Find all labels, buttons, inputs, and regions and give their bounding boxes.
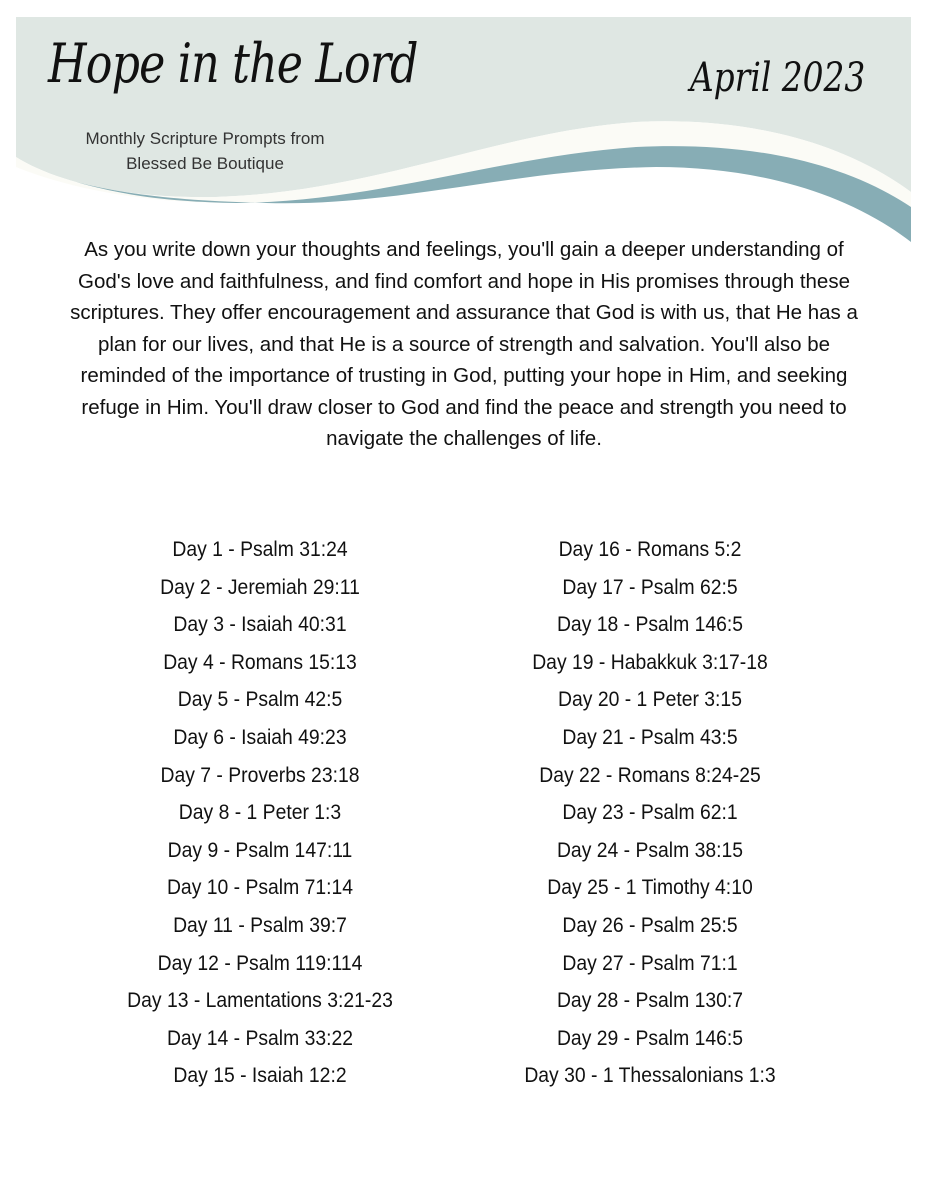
subtitle-line: Blessed Be Boutique (126, 154, 284, 173)
list-item: Day 27 - Psalm 71:1 (562, 950, 738, 975)
list-item: Day 5 - Psalm 42:5 (177, 687, 343, 712)
list-item: Day 7 - Proverbs 23:18 (160, 762, 360, 787)
month-label: April 2023 (690, 55, 866, 101)
list-item: Day 29 - Psalm 146:5 (556, 1025, 744, 1050)
list-item: Day 19 - Habakkuk 3:17-18 (532, 649, 768, 674)
intro-paragraph: As you write down your thoughts and feelings, you'll gain a deeper understanding of God's love and faithfulness, and find comfort and hope in His promises through these scriptures. They offer encouragement and assurance that God is with us, that He has a plan for our lives, and that He is a source of strength and salvation. You'll also be reminded of the importance of trusting in God, putting your hope in Him, and seeking refuge in Him. You'll draw closer to God and find the peace and strength you need to navigate the challenges of life. (70, 238, 858, 450)
list-item: Day 18 - Psalm 146:5 (556, 612, 744, 637)
list-item: Day 24 - Psalm 38:15 (556, 837, 744, 862)
list-item: Day 22 - Romans 8:24-25 (539, 762, 761, 787)
list-item: Day 21 - Psalm 43:5 (562, 724, 738, 749)
subtitle (40, 126, 370, 176)
list-item: Day 9 - Psalm 147:11 (167, 837, 353, 862)
list-item: Day 3 - Isaiah 40:31 (173, 612, 347, 637)
list-item: Day 11 - Psalm 39:7 (173, 912, 347, 937)
days-list-left (90, 531, 430, 1095)
days-list-right (480, 531, 820, 1095)
list-item: Day 15 - Isaiah 12:2 (173, 1063, 347, 1088)
list-item: Day 8 - 1 Peter 1:3 (178, 800, 342, 825)
list-item: Day 10 - Psalm 71:14 (166, 875, 354, 900)
list-item: Day 4 - Romans 15:13 (163, 649, 357, 674)
list-item: Day 20 - 1 Peter 3:15 (558, 687, 742, 712)
list-item: Day 23 - Psalm 62:1 (562, 800, 738, 825)
list-item: Day 28 - Psalm 130:7 (556, 988, 744, 1013)
page-title: Hope in the Lord (48, 32, 418, 95)
list-item: Day 14 - Psalm 33:22 (166, 1025, 354, 1050)
list-item: Day 12 - Psalm 119:114 (157, 950, 363, 975)
list-item: Day 17 - Psalm 62:5 (562, 574, 738, 599)
list-item: Day 16 - Romans 5:2 (558, 537, 742, 561)
list-item: Day 1 - Psalm 31:24 (172, 537, 348, 561)
list-item: Day 26 - Psalm 25:5 (562, 912, 738, 937)
list-item: Day 2 - Jeremiah 29:11 (160, 574, 360, 599)
subtitle-line: Monthly Scripture Prompts from (85, 129, 325, 148)
list-item: Day 13 - Lamentations 3:21-23 (127, 988, 393, 1013)
list-item: Day 30 - 1 Thessalonians 1:3 (524, 1063, 776, 1088)
list-item: Day 25 - 1 Timothy 4:10 (547, 875, 753, 900)
list-item: Day 6 - Isaiah 49:23 (173, 724, 347, 749)
